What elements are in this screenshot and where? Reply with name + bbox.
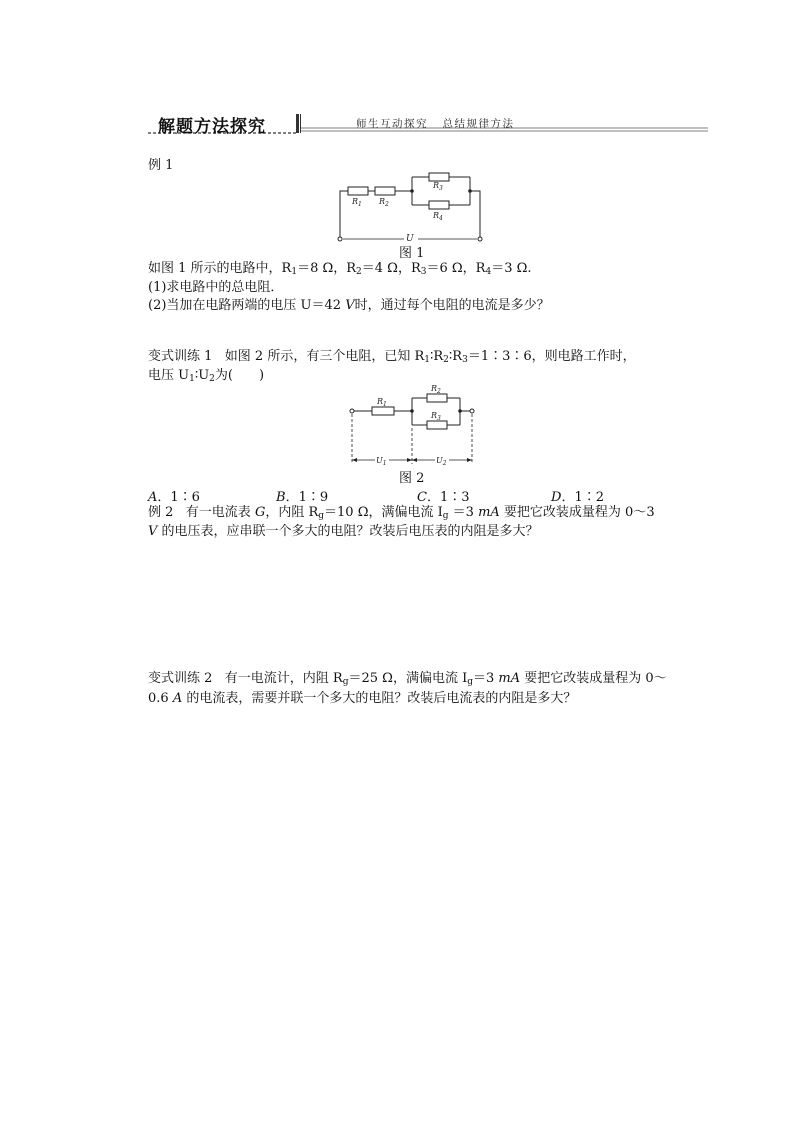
label-r2: $R_2$ — [379, 197, 389, 208]
circuit-figure-1 — [330, 166, 490, 244]
label-u1: $U_1$ — [376, 456, 387, 467]
example-1-label: 例 1 — [148, 158, 174, 173]
label-r1: $R_1$ — [352, 197, 362, 208]
circuit-figure-2 — [342, 380, 482, 468]
section-subtitle: 师生互动探究 总结规律方法 — [356, 118, 515, 130]
label-r3: $R_3$ — [433, 181, 443, 192]
section-title: 解题方法探究 — [158, 117, 266, 137]
example-1-question-2: (2)当加在电路两端的电压 U＝42 V时，通过每个电阻的电流是多少？ — [148, 298, 550, 313]
option-b: B．1∶9 — [276, 490, 329, 505]
option-c: C．1∶3 — [417, 490, 470, 505]
variant-2-line-2: 0.6 A 的电流表，需要并联一个多大的电阻？改装后电流表的内阻是多大？ — [148, 691, 577, 706]
variant-2-line-1: 变式训练 2 有一电流计，内阻 $R_g=25$ Ω，满偏电流 $I_g=3$ mA 要把它改装成量程为 0～ — [148, 671, 667, 687]
figure-1-caption: 图 1 — [399, 246, 425, 261]
variant-1-line-1: 变式训练 1 如图 2 所示，有三个电阻，已知 $R_1∶R_2∶R_3=1∶3∶6$，则电路工作时， — [148, 349, 636, 365]
label-u2: $U_2$ — [436, 456, 447, 467]
label-r2: $R_2$ — [431, 384, 441, 395]
label-r4: $R_4$ — [433, 211, 443, 222]
example-1-stem: 如图 1 所示的电路中，$R_1=8$ Ω，$R_2=4$ Ω，$R_3=6$ Ω，$R_4=3$ Ω. — [148, 261, 532, 277]
figure-2-caption: 图 2 — [399, 471, 425, 486]
variant-1-line-2: 电压 $U_1∶U_2$为( ) — [148, 368, 265, 384]
example-1-question-1: (1)求电路中的总电阻． — [148, 280, 284, 295]
example-2-line-2: V 的电压表，应串联一个多大的电阻？改装后电压表的内阻是多大？ — [148, 524, 539, 539]
example-2-line-1: 例 2 有一电流表 G，内阻 $R_g=10$ Ω，满偏电流 $I_g =3$ mA 要把它改装成量程为 0～3 — [148, 505, 655, 521]
option-d: D．1∶2 — [551, 490, 604, 505]
label-r1: $R_1$ — [377, 397, 387, 408]
label-u: U — [406, 234, 414, 244]
label-r3: $R_3$ — [431, 411, 441, 422]
option-a: A．1∶6 — [148, 490, 200, 505]
